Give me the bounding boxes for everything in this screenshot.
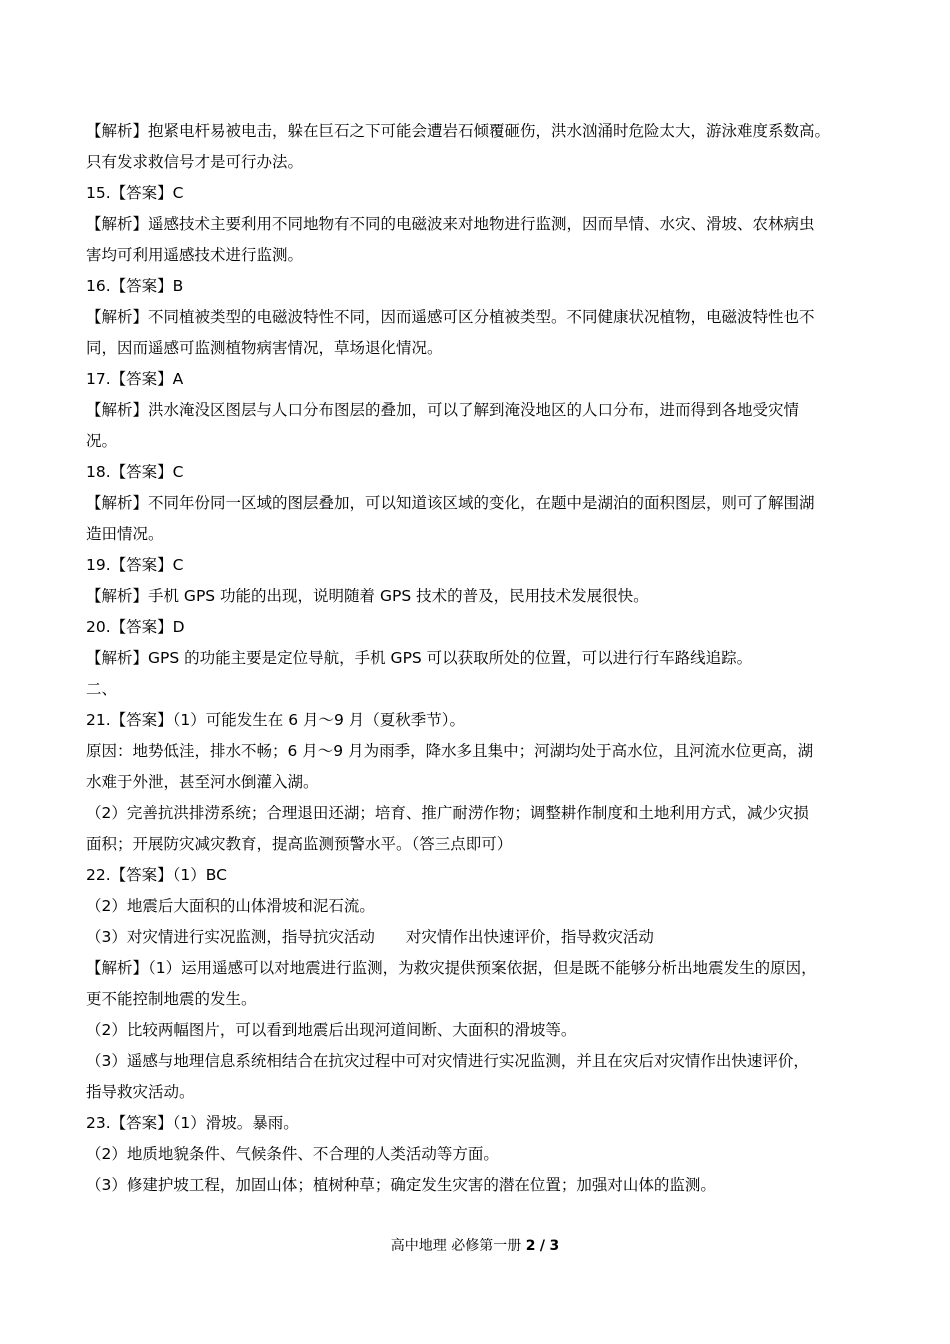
answer-line: 15.【答案】C — [86, 184, 184, 202]
answer-line: 16.【答案】B — [86, 277, 184, 295]
text-line: 【解析】手机 GPS 功能的出现，说明随着 GPS 技术的普及，民用技术发展很快。 — [86, 587, 649, 605]
text-line: 【解析】不同植被类型的电磁波特性不同，因而遥感可区分植被类型。不同健康状况植物，电磁波特性也不 — [86, 308, 815, 326]
text-line: 水难于外泄，甚至河水倒灌入湖。 — [86, 773, 319, 791]
answer-line: 23.【答案】（1）滑坡。暴雨。 — [86, 1114, 299, 1132]
text-line: 害均可利用遥感技术进行监测。 — [86, 246, 304, 264]
text-line: 【解析】遥感技术主要利用不同地物有不同的电磁波来对地物进行监测，因而旱情、水灾、滑坡、农林病虫 — [86, 215, 815, 233]
text-line: 原因：地势低洼，排水不畅；6 月～9 月为雨季，降水多且集中；河湖均处于高水位，且河流水位更高，湖 — [86, 742, 814, 760]
page-separator: / — [539, 1238, 546, 1254]
answer-line: 19.【答案】C — [86, 556, 184, 574]
text-line: 【解析】抱紧电杆易被电击，躲在巨石之下可能会遭岩石倾覆砸伤，洪水汹涌时危险太大，游泳难度系数高。 — [86, 122, 831, 140]
text-line: 况。 — [86, 432, 118, 450]
page-total: 3 — [549, 1238, 560, 1254]
text-line: （3）遥感与地理信息系统相结合在抗灾过程中可对灾情进行实况监测，并且在灾后对灾情作出快速评价， — [86, 1052, 809, 1070]
text-line: （2）地质地貌条件、气候条件、不合理的人类活动等方面。 — [86, 1145, 499, 1163]
page-number: 2 — [525, 1238, 536, 1254]
text-line: 更不能控制地震的发生。 — [86, 990, 257, 1008]
document-body — [86, 116, 876, 1201]
footer-title: 高中地理 必修第一册 — [390, 1238, 522, 1254]
answer-line: 18.【答案】C — [86, 463, 184, 481]
answer-line: 21.【答案】（1）可能发生在 6 月～9 月（夏秋季节）。 — [86, 711, 466, 729]
text-line: （2）地震后大面积的山体滑坡和泥石流。 — [86, 897, 375, 915]
section-heading: 二、 — [86, 680, 118, 698]
text-line: （3）修建护坡工程，加固山体；植树种草；确定发生灾害的潜在位置；加强对山体的监测。 — [86, 1176, 716, 1194]
page-footer — [0, 1236, 950, 1256]
text-line: 只有发求救信号才是可行办法。 — [86, 153, 304, 171]
answer-line: 20.【答案】D — [86, 618, 185, 636]
text-line: 【解析】不同年份同一区域的图层叠加，可以知道该区域的变化，在题中是湖泊的面积图层，则可了解围湖 — [86, 494, 815, 512]
text-line: （3）对灾情进行实况监测，指导抗灾活动 对灾情作出快速评价，指导救灾活动 — [86, 928, 654, 946]
text-line: 面积；开展防灾减灾教育，提高监测预警水平。（答三点即可） — [86, 835, 513, 853]
text-line: 【解析】（1）运用遥感可以对地震进行监测，为救灾提供预案依据，但是既不能够分析出地震发生的原因， — [86, 959, 817, 977]
text-line: 【解析】洪水淹没区图层与人口分布图层的叠加，可以了解到淹没地区的人口分布，进而得到各地受灾情 — [86, 401, 800, 419]
text-line: （2）比较两幅图片，可以看到地震后出现河道间断、大面积的滑坡等。 — [86, 1021, 577, 1039]
text-line: （2）完善抗洪排涝系统；合理退田还湖；培育、推广耐涝作物；调整耕作制度和土地利用方式，减少灾损 — [86, 804, 809, 822]
text-line: 同，因而遥感可监测植物病害情况，草场退化情况。 — [86, 339, 443, 357]
text-line: 【解析】GPS 的功能主要是定位导航，手机 GPS 可以获取所处的位置，可以进行行车路线追踪。 — [86, 649, 753, 667]
answer-line: 17.【答案】A — [86, 370, 184, 388]
text-line: 指导救灾活动。 — [86, 1083, 195, 1101]
text-line: 造田情况。 — [86, 525, 164, 543]
answer-line: 22.【答案】（1）BC — [86, 866, 227, 884]
